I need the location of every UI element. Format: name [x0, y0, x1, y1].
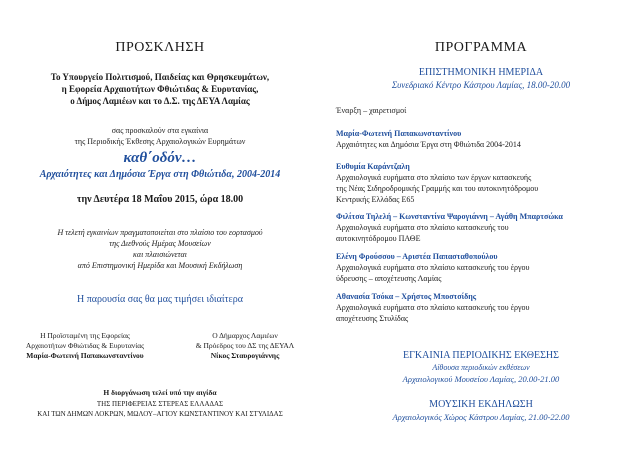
talk-line: της Νέας Σιδηροδρομικής Γραμμής και του αυτοκινητόδρομου — [336, 184, 539, 193]
exhibition-opening-venue: Αίθουσα περιοδικών εκθέσεων — [432, 363, 530, 372]
signatory-left-role-1: Η Προϊσταμένη της Εφορείας — [40, 331, 130, 340]
music-event-heading: ΜΟΥΣΙΚΗ ΕΚΔΗΛΩΣΗ — [429, 399, 533, 410]
talk-line: Αρχαιότητες και Δημόσια Έργα στη Φθιώτιδα 2004-2014 — [336, 140, 521, 149]
honor-line: Η παρουσία σας θα μας τιμήσει ιδιαίτερα — [76, 294, 243, 305]
sponsorship-line-1: ΤΗΣ ΠΕΡΙΦΕΡΕΙΑΣ ΣΤΕΡΕΑΣ ΕΛΛΑΔΑΣ — [96, 400, 224, 408]
music-event-time: Αρχαιολογικός Χώρος Κάστρου Λαμίας, 21.00-22.00 — [392, 412, 570, 422]
talk-line: Αρχαιολογικά ευρήματα στο πλαίσιο των έργων κατασκευής — [336, 173, 532, 182]
context-line-2: της Διεθνούς Ημέρας Μουσείων — [109, 239, 211, 248]
talk-speakers: Αθανασία Τσόκα – Χρήστος Μποστσίδης — [336, 292, 477, 301]
sponsorship-heading: Η διοργάνωση τελεί υπό την αιγίδα — [103, 388, 217, 397]
exhibition-opening-heading: ΕΓΚΑΙΝΙΑ ΠΕΡΙΟΔΙΚΗΣ ΕΚΘΕΣΗΣ — [403, 350, 559, 361]
talk-line: Αρχαιολογικά ευρήματα στο πλαίσιο κατασκευής του — [336, 223, 509, 232]
talk-speakers: Ευθυμία Καράντζαλη — [336, 162, 410, 171]
context-line-1: Η τελετή εγκαινίων πραγματοποιείται στο πλαίσιο του εορτασμού — [57, 228, 263, 237]
talk-line: Αρχαιολογικά ευρήματα στο πλαίσιο κατασκευής του έργου — [336, 263, 530, 272]
context-line-4: από Επιστημονική Ημερίδα και Μουσική Εκδήλωση — [77, 261, 243, 270]
sponsorship-line-2: ΚΑΙ ΤΩΝ ΔΗΜΩΝ ΛΟΚΡΩΝ, ΜΩΛΟΥ–ΑΓΙΟΥ ΚΩΝΣΤΑΝΤΙΝΟΥ ΚΑΙ ΣΤΥΛΙΔΑΣ — [37, 410, 283, 418]
program-title: ΠΡΟΓΡΑΜΜΑ — [434, 40, 528, 55]
talk-line: Κεντρικής Ελλάδας Ε65 — [336, 195, 415, 204]
exhibition-title: καθ΄οδόν… — [123, 150, 197, 166]
symposium-heading: ΕΠΙΣΤΗΜΟΝΙΚΗ ΗΜΕΡΙΔΑ — [418, 67, 544, 78]
signatory-right-role-2: & Πρόεδρος του ΔΣ της ΔΕΥΑΛ — [195, 341, 295, 350]
exhibition-subtitle: Αρχαιότητες και Δημόσια Έργα στη Φθιώτιδα, 2004-2014 — [39, 169, 281, 180]
exhibition-opening-time: Αρχαιολογικού Μουσείου Λαμίας, 20.00-21.00 — [402, 374, 560, 384]
signatory-left-name: Μαρία-Φωτεινή Παπακωνσταντίνου — [26, 351, 144, 360]
event-datetime: την Δευτέρα 18 Μαΐου 2015, ώρα 18.00 — [76, 194, 244, 205]
talk-speakers: Φιλίτσα Τηλελή – Κωνσταντίνα Ψαρογιάννη – Αγάθη Μπαρτσώκα — [336, 212, 563, 221]
talk-line: ύδρευσης – αποχέτευσης Λαμίας — [336, 274, 442, 283]
opening-remarks: Έναρξη – χαιρετισμοί — [336, 106, 407, 115]
signatory-right-name: Νίκος Σταυρογιάννης — [210, 351, 280, 360]
talk-line: Αρχαιολογικά ευρήματα στο πλαίσιο κατασκευής του έργου — [336, 303, 530, 312]
talk-line: αυτοκινητόδρομου ΠΑΘΕ — [336, 234, 421, 243]
signatory-right-role-1: Ο Δήμαρχος Λαμιέων — [212, 331, 278, 340]
talk-line: αποχέτευσης Στυλίδας — [336, 314, 409, 323]
invite-line-2: της Περιοδικής Έκθεσης Αρχαιολογικών Ευρημάτων — [74, 137, 246, 146]
talk-speakers: Ελένη Φρούσσου – Αριστέα Παπασταθοπούλου — [336, 252, 498, 261]
talk-speakers: Μαρία-Φωτεινή Παπακωνσταντίνου — [336, 129, 462, 138]
invitation-title: ΠΡΟΣΚΛΗΣΗ — [115, 40, 205, 55]
host-line-1: Το Υπουργείο Πολιτισμού, Παιδείας και Θρησκευμάτων, — [50, 72, 270, 82]
context-line-3: και πλαισιώνεται — [133, 250, 187, 259]
signatory-left-role-2: Αρχαιοτήτων Φθιώτιδας & Ευρυτανίας — [25, 341, 145, 350]
symposium-venue: Συνεδριακό Κέντρο Κάστρου Λαμίας, 18.00-20.00 — [391, 80, 571, 90]
invite-line-1: σας προσκαλούν στα εγκαίνια — [111, 126, 209, 135]
host-line-2: η Εφορεία Αρχαιοτήτων Φθιώτιδας & Ευρυτανίας, — [61, 84, 259, 94]
host-line-3: ο Δήμος Λαμιέων και το Δ.Σ. της ΔΕΥΑ Λαμίας — [70, 96, 250, 106]
